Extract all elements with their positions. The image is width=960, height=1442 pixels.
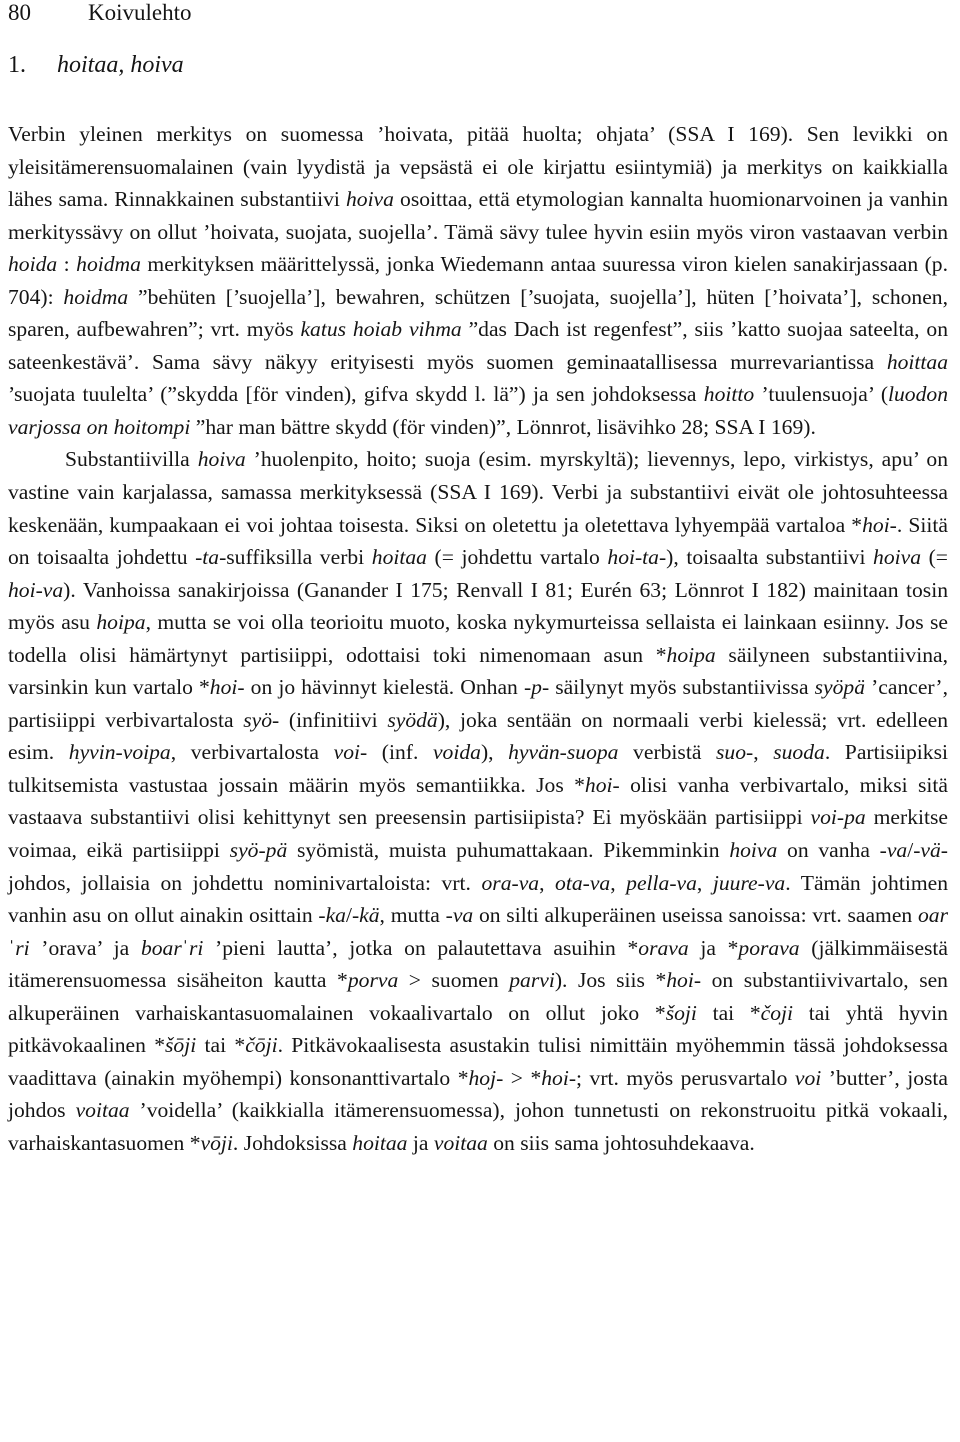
italic-term: voitaa	[75, 1098, 130, 1123]
italic-term: čōji	[245, 1033, 278, 1058]
italic-term: vōji	[200, 1130, 233, 1155]
text-run: ja *	[688, 935, 739, 960]
italic-term: juure-va	[712, 870, 786, 895]
text-run: /-	[345, 903, 360, 928]
text-run: ”behüten [’suojella’], bewahren, schützen [’suojata, suojella’], hüten [’hoivata’], schonen, sparen, aufbewahren”; vrt. myös	[8, 284, 948, 342]
text-run: ), toisaalta substantiivi	[666, 545, 874, 570]
text-run: ),	[480, 740, 509, 765]
italic-term: hoiva	[197, 447, 246, 472]
italic-term: hoitaa	[352, 1130, 408, 1155]
text-run: ’tuulensuoja’ (	[754, 382, 889, 407]
italic-term: luodon varjossa on hoitompi	[8, 382, 948, 439]
italic-term: orava	[638, 935, 689, 960]
italic-term: voi	[794, 1065, 822, 1090]
italic-term: boarˈri	[140, 935, 204, 960]
text-run: tai *	[196, 1033, 246, 1058]
italic-term: parvi	[509, 968, 555, 993]
text-run: on substantiivivartalo, sen alkuperäinen varhaiskantasuomalainen vokaalivartalo on ollut joko *	[8, 968, 948, 1025]
section-heading	[8, 52, 184, 79]
paragraph	[8, 118, 948, 443]
italic-term: hyvin-voipa	[68, 740, 171, 765]
italic-term: hoipa	[666, 642, 716, 667]
running-header	[8, 0, 948, 25]
italic-term: hoitaa	[371, 545, 427, 570]
running-head: Koivulehto	[88, 0, 192, 25]
italic-term: syöpä	[814, 675, 866, 700]
text-run: verbistä	[618, 740, 717, 765]
italic-term: hoittaa	[886, 349, 948, 374]
text-run: ’voidella’ (kaikkialla itämerensuomessa), johon tunnetusti on rekonstruoitu pitkä vokaali, varhaiskantasuomen *	[8, 1098, 948, 1155]
text-run: on vanha -	[777, 838, 887, 863]
text-run: olisi vanha verbivartalo, miksi sitä vastaava substantiivi olisi kehittynyt sen preesensin partisiipista? Ei myöskään partisiippi	[8, 772, 948, 830]
text-run: Substantiivilla	[65, 447, 198, 472]
text-run: . Pitkävokaalisesta asustakin tulisi nimittäin myöhemmin tässä johdoksessa vaadittava (ainakin myöhempi) konsonanttivartalo *	[8, 1033, 948, 1090]
text-run: (infinitiivi	[279, 707, 388, 732]
page-number: 80	[8, 0, 31, 25]
text-run: on siis sama johtosuhdekaava.	[487, 1130, 755, 1155]
text-run: . Johdoksissa	[232, 1130, 353, 1155]
article-body	[8, 118, 948, 1160]
italic-term: pella-va	[626, 870, 697, 895]
text-run: ”har man bättre skydd (för vinden)”, Lönnrot, lisävihko 28; SSA I 169).	[190, 414, 816, 439]
text-run: -johdos, jollaisia on johdettu nominivartaloista: vrt.	[8, 838, 948, 895]
text-run: ja	[407, 1130, 434, 1155]
italic-term: ota-va	[555, 870, 611, 895]
text-run: on silti alkuperäinen useissa sanoissa: vrt. saamen	[473, 903, 918, 928]
italic-term: hoiva	[873, 545, 922, 570]
text-run: , mutta se voi olla teorioitu muoto, koska nykymurteissa sellaista ei lainkaan esiinny. Jos se todella olisi hämärtynyt partisiippi, odottaisi toki nimenomaan asun *	[8, 610, 948, 667]
italic-term: ora-va	[481, 870, 540, 895]
italic-term: ka	[325, 903, 346, 928]
text-run: ’suojata tuulelta’ (”skydda [för vinden), gifva skydd l. lä”) ja sen johdoksessa	[8, 382, 704, 407]
italic-term: va	[886, 838, 908, 863]
italic-term: hoida	[8, 252, 58, 277]
italic-term: hoiva	[345, 187, 394, 212]
text-run: ’butter’, josta johdos	[8, 1065, 949, 1123]
italic-term: oarˈri	[8, 903, 948, 960]
italic-term: hyvän-suopa	[508, 740, 619, 765]
italic-term: hoitto	[703, 382, 755, 407]
text-run: > suomen	[398, 968, 510, 993]
italic-term: porva	[347, 968, 399, 993]
italic-term: ta	[202, 545, 220, 570]
text-run: :	[57, 252, 77, 277]
italic-term: voitaa	[433, 1130, 488, 1155]
text-run: , verbivartalosta	[170, 740, 334, 765]
italic-term: hoidma	[63, 284, 129, 309]
text-run: merkitse voimaa, eikä partisiippi	[8, 805, 948, 863]
section-title: hoitaa, hoiva	[57, 52, 184, 78]
italic-term: voi-	[333, 740, 368, 765]
text-run: syömistä, muista puhumattakaan. Pikemminkin	[287, 838, 730, 863]
text-run: /-	[907, 838, 921, 863]
italic-term: katus hoiab vihma	[300, 317, 462, 342]
italic-term: suoda	[773, 740, 825, 765]
italic-term: suo-	[716, 740, 754, 765]
text-run: ,	[696, 870, 713, 895]
text-run: . Tämän johtimen vanhin asu on ollut ainakin osittain -	[8, 870, 949, 928]
text-run: tai *	[696, 1000, 761, 1025]
italic-term: vä	[920, 838, 941, 863]
text-run: (jälkimmäisestä itämerensuomessa sisäheiton kautta *	[8, 935, 949, 993]
text-run: ), joka sentään on normaali verbi kielessä; vrt. edelleen esim.	[8, 707, 948, 765]
text-run: , mutta -	[379, 903, 453, 928]
italic-term: hoi-va	[8, 577, 64, 602]
text-run: ,	[539, 870, 556, 895]
italic-term: hoipa	[96, 610, 146, 635]
text-run: Verbin yleinen merkitys on suomessa ’hoivata, pitää huolta; ohjata’ (SSA I 169). Sen levikki on yleisitämerensuomalainen (vain lyydistä ja vepsästä ei ole kirjattu esiintymiä) ja merkitys on kaikkialla lähes sama. Rinnakkainen substantiivi	[8, 122, 948, 212]
italic-term: hoi-	[541, 1065, 577, 1090]
text-run: säilynyt myös substantiivissa	[549, 675, 815, 700]
text-run: ,	[610, 870, 627, 895]
text-run: ). Jos siis *	[554, 968, 667, 993]
text-run: säilyneen substantiivina, varsinkin kun vartalo *	[8, 642, 948, 700]
italic-term: hoiva	[729, 838, 778, 863]
italic-term: hoj-	[468, 1065, 504, 1090]
italic-term: kä	[359, 903, 380, 928]
text-run: ’cancer’, partisiippi verbivartalosta	[8, 675, 949, 732]
text-run: ). Vanhoissa sanakirjoissa (Ganander I 175; Renvall I 81; Eurén 63; Lönnrot I 182) mainitaan tosin myös asu	[8, 577, 948, 635]
text-run: merkityksen määrittelyssä, jonka Wiedemann antaa suuressa viron kielen sanakirjassaan (p. 704):	[8, 252, 949, 309]
text-run: on jo hävinnyt kielestä. Onhan -	[244, 675, 532, 700]
italic-term: porava	[738, 935, 800, 960]
italic-term: hoi-	[209, 675, 245, 700]
italic-term: hoi-	[862, 512, 897, 537]
text-run: (= johdettu vartalo	[426, 545, 608, 570]
section-number: 1.	[8, 52, 26, 78]
italic-term: šōji	[165, 1033, 197, 1058]
text-run: ”das Dach ist regenfest”, siis ’katto suojaa sateelta, on sateenkestävä’. Sama sävy näkyy erityisesti myös suomen geminaatallisessa murrevariantissa	[8, 317, 948, 374]
italic-term: voi-pa	[810, 805, 866, 830]
text-run: (inf.	[367, 740, 433, 765]
text-run: tai yhtä hyvin pitkävokaalinen *	[8, 1000, 948, 1058]
italic-term: hoi-	[666, 968, 702, 993]
text-run: ; vrt. myös perusvartalo	[576, 1065, 795, 1090]
text-run: . Partisiipiksi tulkitsemista vastustaa jossain määrin myös semantiikka. Jos *	[8, 740, 948, 797]
italic-term: šoji	[665, 1000, 697, 1025]
text-run: ’orava’ ja	[29, 935, 141, 960]
italic-term: syödä	[387, 707, 438, 732]
text-run: ,	[753, 740, 774, 765]
italic-term: hoidma	[76, 252, 141, 277]
italic-term: hoi-	[584, 772, 620, 797]
italic-term: hoi-ta-	[607, 545, 667, 570]
text-run: (=	[921, 545, 948, 570]
text-run: ’pieni lautta’, jotka on palautettava asuihin *	[203, 935, 639, 960]
text-run: ’huolenpito, hoito; suoja (esim. myrskyltä); lievennys, lepo, virkistys, apu’ on vastine vain karjalassa, samassa merkityksessä (SSA I 169). Verbi ja substantiivi eivät ole johtosuhteessa keskenään, kumpaakaan ei voi johtaa toisesta. Siksi on oletettu ja oletettava lyhyempää vartaloa *	[8, 447, 948, 537]
text-run: osoittaa, että etymologian kannalta huomionarvoinen ja vanhin merkityssävy on ollut ’hoivata, suojata, suojella’. Tämä sävy tulee hyvin esiin myös viron vastaavan verbin	[8, 187, 948, 244]
italic-term: syö-pä	[229, 838, 288, 863]
italic-term: syö-	[243, 707, 280, 732]
text-run: . Siitä on toisaalta johdettu -	[8, 512, 948, 570]
text-run: > *	[503, 1065, 542, 1090]
italic-term: voida	[432, 740, 481, 765]
paragraph	[8, 443, 948, 1159]
italic-term: va	[452, 903, 474, 928]
italic-term: čoji	[760, 1000, 794, 1025]
italic-term: p-	[531, 675, 550, 700]
text-run: -suffiksilla verbi	[219, 545, 372, 570]
